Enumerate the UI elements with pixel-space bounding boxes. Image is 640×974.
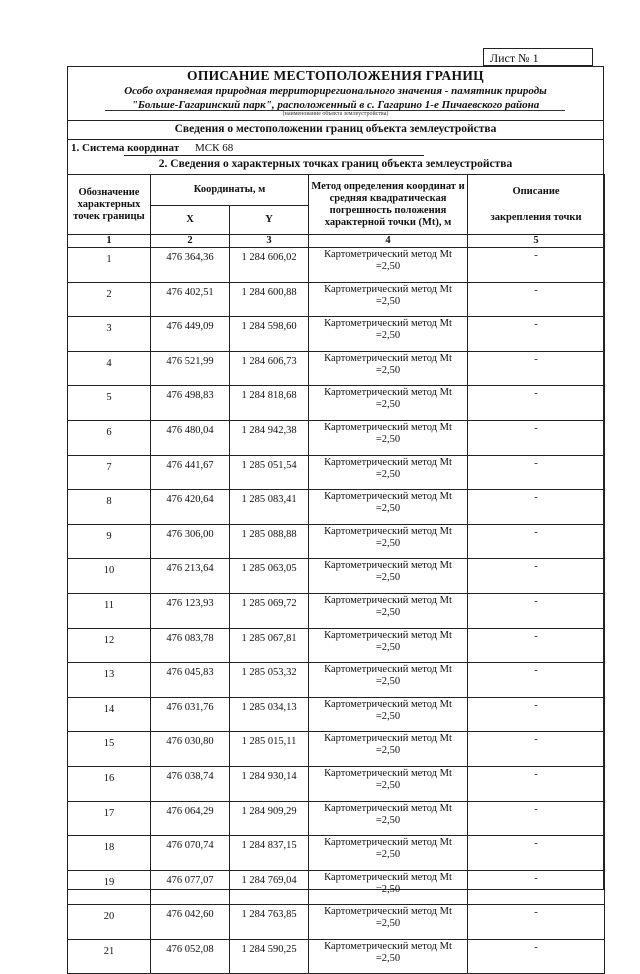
point-number: 12 — [68, 628, 151, 663]
point-number: 16 — [68, 766, 151, 801]
method-cell — [309, 766, 468, 801]
point-description: - — [468, 455, 605, 490]
table-row — [68, 870, 605, 905]
coordinate-x: 476 498,83 — [151, 386, 230, 421]
table-row — [68, 248, 605, 283]
coordinate-y: 1 284 763,85 — [230, 905, 309, 940]
coordinate-x: 476 449,09 — [151, 317, 230, 352]
coordinate-x: 476 070,74 — [151, 836, 230, 871]
page-title: ОПИСАНИЕ МЕСТОПОЛОЖЕНИЯ ГРАНИЦ — [187, 68, 484, 83]
method-line-2: =2,50 — [375, 606, 401, 618]
coordinate-x: 476 077,07 — [151, 870, 230, 905]
coordinate-y: 1 284 930,14 — [230, 766, 309, 801]
table-row — [68, 766, 605, 801]
divider — [67, 120, 604, 121]
table-row — [68, 455, 605, 490]
method-line-2: =2,50 — [375, 399, 401, 411]
table-row — [68, 524, 605, 559]
point-description: - — [468, 351, 605, 386]
coordinate-x: 476 306,00 — [151, 524, 230, 559]
method-cell — [309, 732, 468, 767]
coordinate-x: 476 064,29 — [151, 801, 230, 836]
point-description: - — [468, 420, 605, 455]
method-cell — [309, 386, 468, 421]
method-cell — [309, 490, 468, 525]
coordinate-x: 476 042,60 — [151, 905, 230, 940]
coordinate-x: 476 521,99 — [151, 351, 230, 386]
coordinate-x: 476 083,78 — [151, 628, 230, 663]
point-description: - — [468, 905, 605, 940]
coordinate-system-underline — [124, 155, 424, 156]
header-description — [468, 175, 605, 235]
coordinate-y: 1 285 063,05 — [230, 559, 309, 594]
method-line-2: =2,50 — [375, 676, 401, 688]
sheet-number: Лист № 1 — [483, 48, 593, 66]
method-line-1: Картометрический метод Mt — [324, 906, 452, 918]
table-row — [68, 732, 605, 767]
method-cell — [309, 905, 468, 940]
coordinate-x: 476 480,04 — [151, 420, 230, 455]
method-line-1: Картометрический метод Mt — [324, 802, 452, 814]
coordinate-y: 1 284 942,38 — [230, 420, 309, 455]
method-line-2: =2,50 — [375, 364, 401, 376]
point-description: - — [468, 801, 605, 836]
method-cell — [309, 628, 468, 663]
column-number: 4 — [309, 235, 468, 248]
table-row — [68, 559, 605, 594]
coordinate-y: 1 285 015,11 — [230, 732, 309, 767]
point-number: 20 — [68, 905, 151, 940]
method-line-1: Картометрический метод Mt — [324, 491, 452, 503]
table-row — [68, 697, 605, 732]
method-cell — [309, 455, 468, 490]
point-number: 15 — [68, 732, 151, 767]
point-description: - — [468, 732, 605, 767]
object-name-caption: (наименование объекта землеустройства) — [282, 111, 389, 117]
coordinate-x: 476 364,36 — [151, 248, 230, 283]
point-number: 10 — [68, 559, 151, 594]
coordinate-x: 476 031,76 — [151, 697, 230, 732]
point-number: 2 — [68, 282, 151, 317]
table-row — [68, 351, 605, 386]
method-line-2: =2,50 — [375, 295, 401, 307]
method-line-2: =2,50 — [375, 849, 401, 861]
method-line-1: Картометрический метод Mt — [324, 318, 452, 330]
method-line-2: =2,50 — [375, 814, 401, 826]
method-line-1: Картометрический метод Mt — [324, 940, 452, 952]
method-cell — [309, 559, 468, 594]
coordinate-y: 1 284 818,68 — [230, 386, 309, 421]
coordinate-system-label: 1. Система координат — [71, 142, 180, 154]
point-description: - — [468, 248, 605, 283]
coordinate-y: 1 285 067,81 — [230, 628, 309, 663]
point-description: - — [468, 766, 605, 801]
method-line-2: =2,50 — [375, 710, 401, 722]
method-line-2: =2,50 — [375, 745, 401, 757]
coordinate-x: 476 030,80 — [151, 732, 230, 767]
coordinate-y: 1 285 083,41 — [230, 490, 309, 525]
point-description: - — [468, 939, 605, 974]
method-line-1: Картометрический метод Mt — [324, 283, 452, 295]
method-cell — [309, 801, 468, 836]
point-number: 7 — [68, 455, 151, 490]
coordinate-x: 476 052,08 — [151, 939, 230, 974]
method-cell — [309, 420, 468, 455]
table-row — [68, 490, 605, 525]
object-name-line-2: "Больше-Гагаринский парк", расположенный в с. Гагарино 1-е Пичаевского района — [131, 99, 540, 111]
table-row — [68, 801, 605, 836]
point-number: 14 — [68, 697, 151, 732]
method-cell — [309, 836, 468, 871]
method-line-1: Картометрический метод Mt — [324, 594, 452, 606]
column-number: 1 — [68, 235, 151, 248]
header-coordinates: Координаты, м — [151, 175, 309, 206]
table-row — [68, 593, 605, 628]
point-number: 18 — [68, 836, 151, 871]
method-line-1: Картометрический метод Mt — [324, 837, 452, 849]
header-y: Y — [230, 206, 309, 235]
method-line-1: Картометрический метод Mt — [324, 664, 452, 676]
coordinate-x: 476 038,74 — [151, 766, 230, 801]
header-description-bottom: закрепления точки — [490, 211, 582, 223]
table-row — [68, 386, 605, 421]
point-number: 19 — [68, 870, 151, 905]
method-cell — [309, 697, 468, 732]
column-number: 5 — [468, 235, 605, 248]
method-line-2: =2,50 — [375, 918, 401, 930]
method-line-1: Картометрический метод Mt — [324, 525, 452, 537]
coordinate-x: 476 213,64 — [151, 559, 230, 594]
method-line-2: =2,50 — [375, 261, 401, 272]
coordinate-y: 1 285 034,13 — [230, 697, 309, 732]
method-cell — [309, 524, 468, 559]
coordinate-y: 1 285 051,54 — [230, 455, 309, 490]
point-number: 8 — [68, 490, 151, 525]
coordinate-x: 476 045,83 — [151, 663, 230, 698]
method-cell — [309, 593, 468, 628]
method-line-2: =2,50 — [375, 468, 401, 480]
point-number: 6 — [68, 420, 151, 455]
coordinate-y: 1 284 769,04 — [230, 870, 309, 905]
point-description: - — [468, 559, 605, 594]
coordinate-y: 1 285 069,72 — [230, 593, 309, 628]
point-number: 9 — [68, 524, 151, 559]
method-line-1: Картометрический метод Mt — [324, 629, 452, 641]
coordinate-x: 476 441,67 — [151, 455, 230, 490]
method-line-2: =2,50 — [375, 503, 401, 515]
header-x: X — [151, 206, 230, 235]
method-line-2: =2,50 — [375, 572, 401, 584]
point-description: - — [468, 870, 605, 905]
method-line-1: Картометрический метод Mt — [324, 871, 452, 883]
table-row — [68, 663, 605, 698]
table-row — [68, 282, 605, 317]
point-description: - — [468, 386, 605, 421]
point-description: - — [468, 663, 605, 698]
method-line-2: =2,50 — [375, 952, 401, 964]
coordinate-x: 476 402,51 — [151, 282, 230, 317]
point-description: - — [468, 593, 605, 628]
coordinate-y: 1 284 606,02 — [230, 248, 309, 283]
coordinate-system-value: МСК 68 — [195, 142, 234, 154]
section-1-title: Сведения о местоположении границ объекта землеустройства — [174, 123, 497, 135]
point-number: 3 — [68, 317, 151, 352]
table-row — [68, 420, 605, 455]
method-line-1: Картометрический метод Mt — [324, 421, 452, 433]
point-description: - — [468, 836, 605, 871]
method-line-1: Картометрический метод Mt — [324, 767, 452, 779]
method-cell — [309, 939, 468, 974]
method-cell — [309, 317, 468, 352]
coordinate-y: 1 284 909,29 — [230, 801, 309, 836]
point-number: 13 — [68, 663, 151, 698]
point-description: - — [468, 317, 605, 352]
point-number: 4 — [68, 351, 151, 386]
method-line-1: Картометрический метод Mt — [324, 733, 452, 745]
coordinate-system-row — [67, 140, 604, 156]
method-line-1: Картометрический метод Mt — [324, 352, 452, 364]
object-name — [67, 84, 604, 112]
point-number: 5 — [68, 386, 151, 421]
point-description: - — [468, 282, 605, 317]
method-line-2: =2,50 — [375, 641, 401, 653]
method-cell — [309, 351, 468, 386]
header-method: Метод определения координат и средняя квадратическая погрешность положения характерной точки (Mt), м — [309, 175, 468, 235]
header-description-top: Описание — [512, 185, 560, 197]
table-row — [68, 317, 605, 352]
header-point: Обозначение характерных точек границы — [68, 175, 151, 235]
table-row — [68, 628, 605, 663]
coordinate-y: 1 285 088,88 — [230, 524, 309, 559]
method-line-1: Картометрический метод Mt — [324, 698, 452, 710]
point-description: - — [468, 697, 605, 732]
coordinate-x: 476 123,93 — [151, 593, 230, 628]
point-number: 21 — [68, 939, 151, 974]
coordinate-x: 476 420,64 — [151, 490, 230, 525]
point-number: 1 — [68, 248, 151, 283]
table-row — [68, 905, 605, 940]
point-number: 11 — [68, 593, 151, 628]
table-row — [68, 939, 605, 974]
coordinate-y: 1 284 837,15 — [230, 836, 309, 871]
method-cell — [309, 870, 468, 905]
coordinate-y: 1 285 053,32 — [230, 663, 309, 698]
section-2-title: 2. Сведения о характерных точках границ объекта землеустройства — [158, 158, 513, 170]
method-line-1: Картометрический метод Mt — [324, 387, 452, 399]
table-row — [68, 836, 605, 871]
method-line-2: =2,50 — [375, 433, 401, 445]
point-description: - — [468, 524, 605, 559]
coordinate-y: 1 284 598,60 — [230, 317, 309, 352]
method-line-1: Картометрический метод Mt — [324, 249, 452, 260]
point-description: - — [468, 490, 605, 525]
coordinate-y: 1 284 606,73 — [230, 351, 309, 386]
point-description: - — [468, 628, 605, 663]
point-number: 17 — [68, 801, 151, 836]
method-line-2: =2,50 — [375, 537, 401, 549]
column-number: 3 — [230, 235, 309, 248]
column-number: 2 — [151, 235, 230, 248]
method-line-2: =2,50 — [375, 883, 401, 895]
method-cell — [309, 248, 468, 283]
coordinate-y: 1 284 600,88 — [230, 282, 309, 317]
method-line-2: =2,50 — [375, 779, 401, 791]
method-line-1: Картометрический метод Mt — [324, 456, 452, 468]
method-cell — [309, 663, 468, 698]
object-name-line-1: Особо охраняемая природная территорирегионального значения - памятник природы — [124, 85, 547, 97]
coordinate-y: 1 284 590,25 — [230, 939, 309, 974]
method-cell — [309, 282, 468, 317]
method-line-1: Картометрический метод Mt — [324, 560, 452, 572]
method-line-2: =2,50 — [375, 330, 401, 342]
boundary-points-table — [67, 174, 605, 974]
